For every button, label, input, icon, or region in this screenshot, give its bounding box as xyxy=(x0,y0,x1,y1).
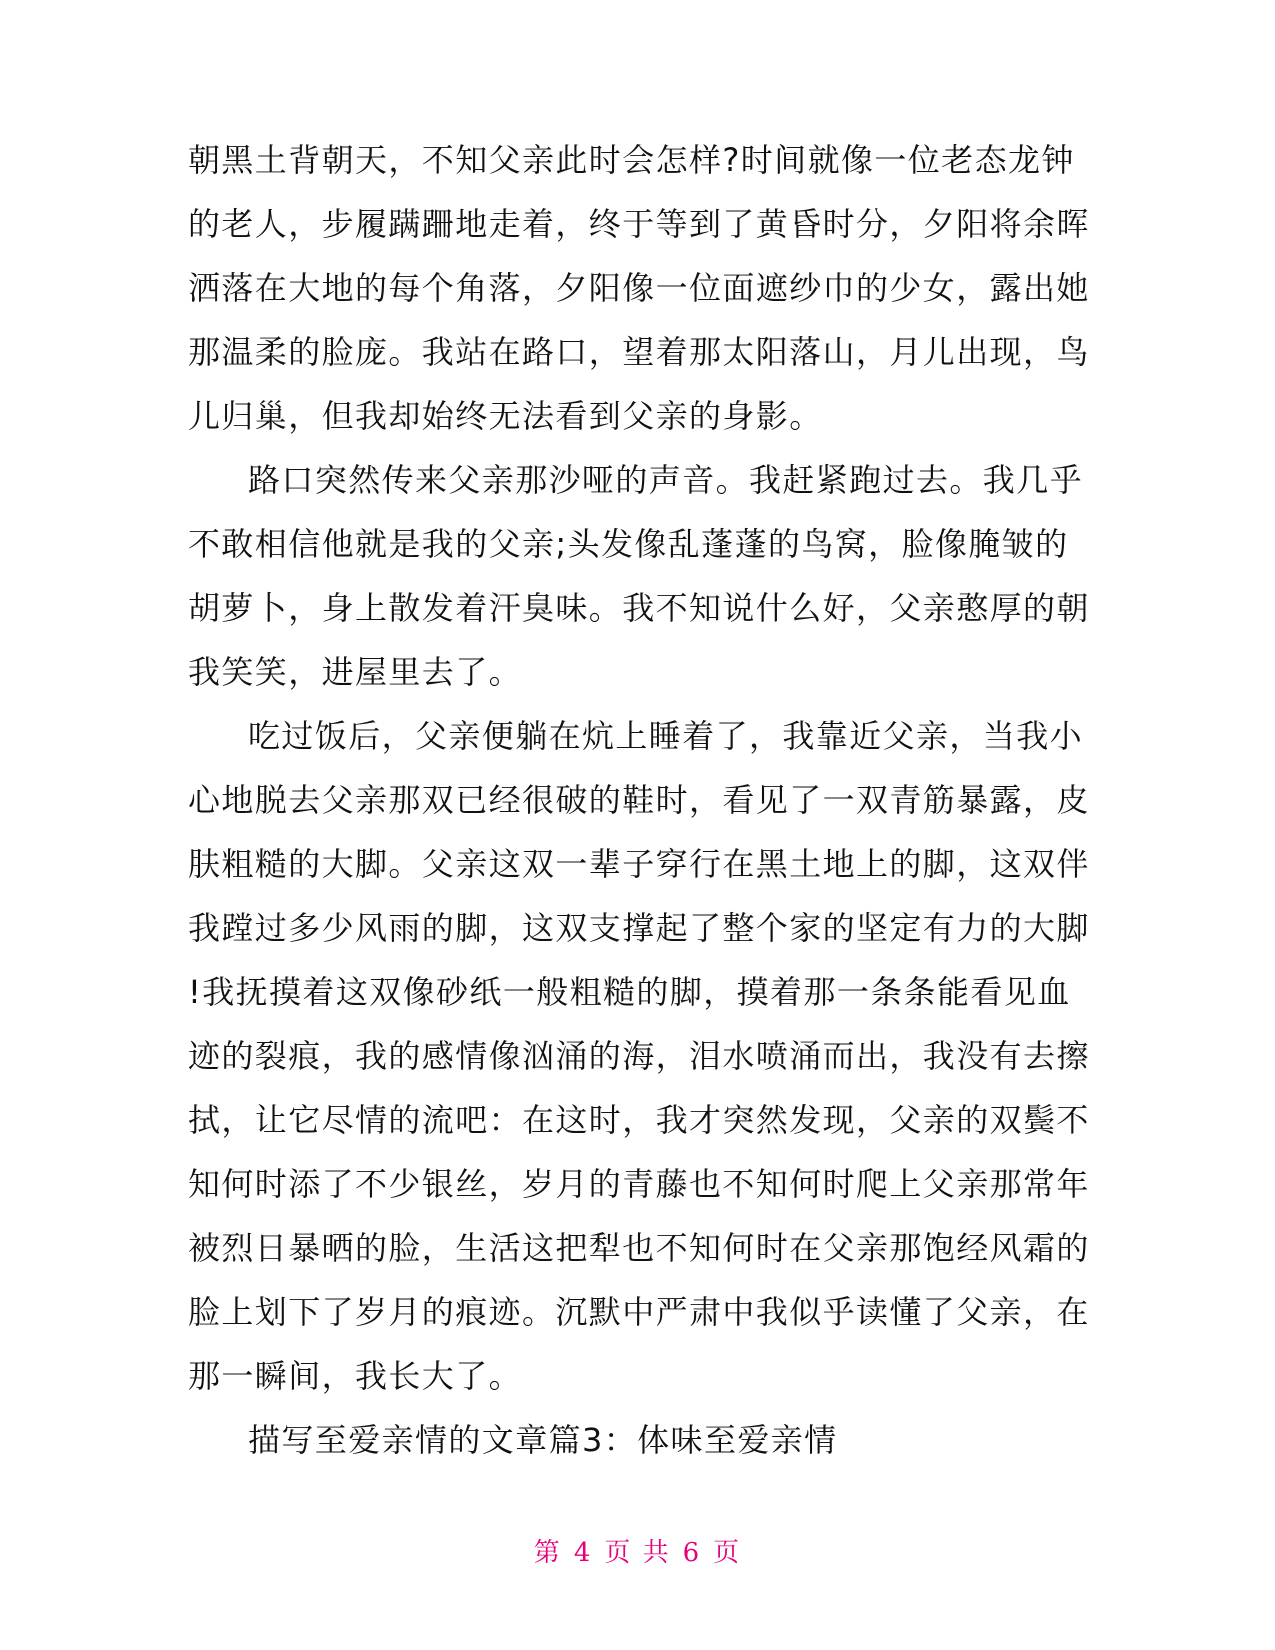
text-line: 肤粗糙的大脚。父亲这双一辈子穿行在黑土地上的脚，这双伴 xyxy=(188,845,1090,883)
text-line: 被烈日暴晒的脸，生活这把犁也不知何时在父亲那饱经风霜的 xyxy=(188,1229,1090,1267)
text-line: 胡萝卜，身上散发着汗臭味。我不知说什么好，父亲憨厚的朝 xyxy=(188,589,1090,627)
text-line: 脸上划下了岁月的痕迹。沉默中严肃中我似乎读懂了父亲，在 xyxy=(188,1293,1090,1331)
text-line: 我笑笑，进屋里去了。 xyxy=(188,653,523,691)
text-line: 朝黑土背朝天，不知父亲此时会怎样?时间就像一位老态龙钟 xyxy=(188,141,1075,179)
text-line: 的老人，步履蹒跚地走着，终于等到了黄昏时分，夕阳将余晖 xyxy=(188,205,1090,243)
text-line: !我抚摸着这双像砂纸一般粗糙的脚，摸着那一条条能看见血 xyxy=(188,973,1071,1011)
text-line: 我蹚过多少风雨的脚，这双支撑起了整个家的坚定有力的大脚 xyxy=(188,909,1090,947)
footer-page-number: 4 xyxy=(573,1538,593,1568)
paragraph-start-line: 吃过饭后，父亲便躺在炕上睡着了，我靠近父亲，当我小 xyxy=(248,717,1084,755)
footer-prefix: 第 xyxy=(533,1538,562,1568)
footer-suffix: 页 xyxy=(713,1538,742,1568)
text-line: 不敢相信他就是我的父亲;头发像乱蓬蓬的鸟窝，脸像腌皱的 xyxy=(188,525,1069,563)
section-heading: 描写至爱亲情的文章篇3：体味至爱亲情 xyxy=(248,1421,838,1459)
page-footer xyxy=(0,1532,1275,1569)
text-line: 心地脱去父亲那双已经很破的鞋时，看见了一双青筋暴露，皮 xyxy=(188,781,1090,819)
text-line: 那温柔的脸庞。我站在路口，望着那太阳落山，月儿出现，鸟 xyxy=(188,333,1090,371)
text-line: 拭，让它尽情的流吧：在这时，我才突然发现，父亲的双鬓不 xyxy=(188,1101,1090,1139)
text-line: 知何时添了不少银丝，岁月的青藤也不知何时爬上父亲那常年 xyxy=(188,1165,1090,1203)
text-line: 那一瞬间，我长大了。 xyxy=(188,1357,523,1395)
text-line: 洒落在大地的每个角落，夕阳像一位面遮纱巾的少女，露出她 xyxy=(188,269,1090,307)
text-line: 迹的裂痕，我的感情像汹涌的海，泪水喷涌而出，我没有去擦 xyxy=(188,1037,1090,1075)
footer-middle: 页 共 xyxy=(604,1538,671,1568)
text-line: 儿归巢，但我却始终无法看到父亲的身影。 xyxy=(188,397,823,435)
footer-total-pages: 6 xyxy=(682,1538,702,1568)
paragraph-start-line: 路口突然传来父亲那沙哑的声音。我赶紧跑过去。我几乎 xyxy=(248,461,1084,499)
